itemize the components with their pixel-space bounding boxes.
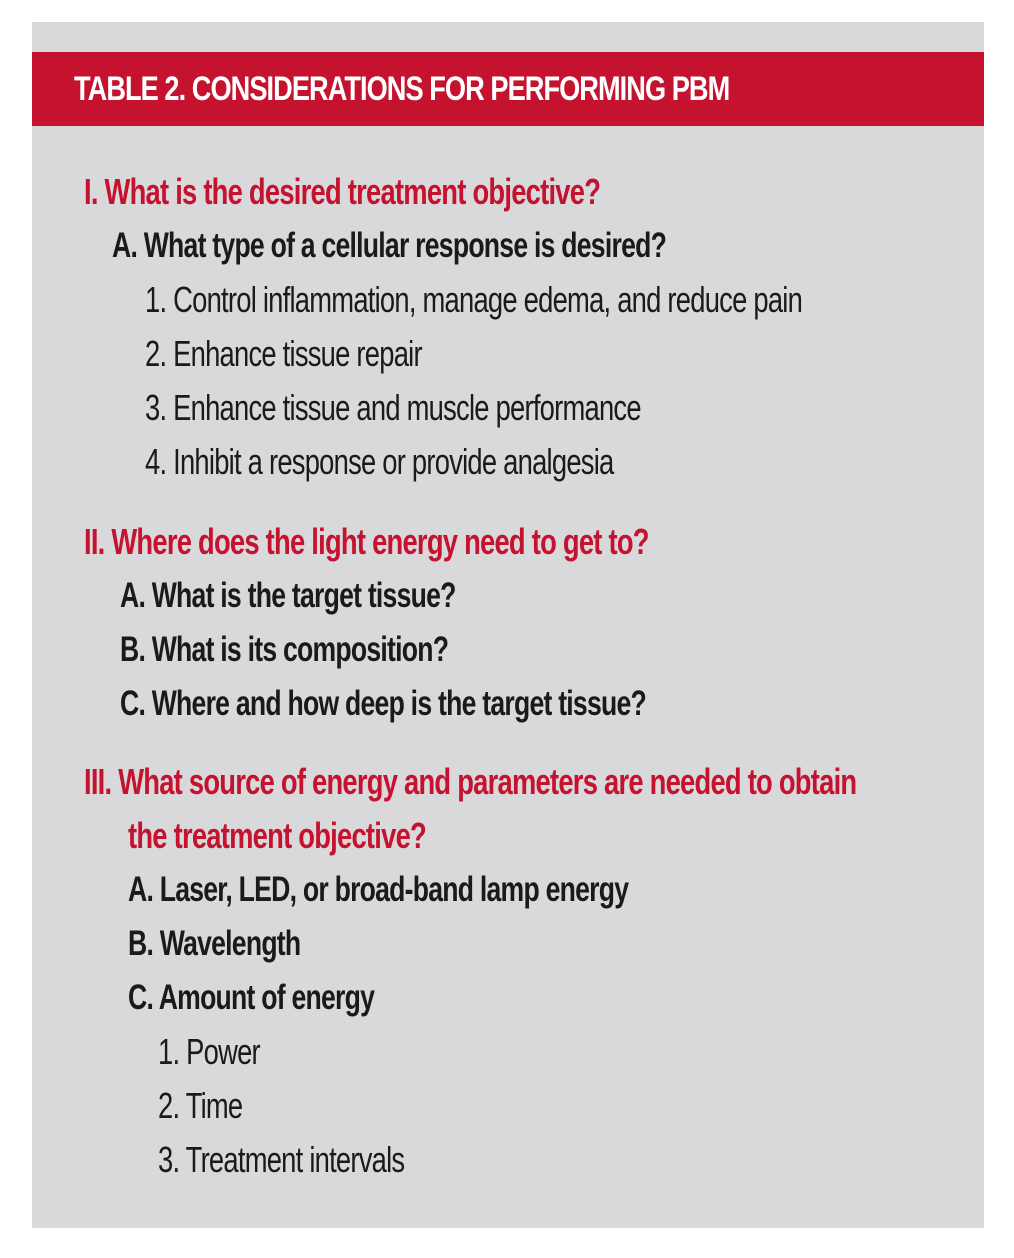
list-item: A. What is the target tissue? <box>120 576 456 615</box>
section-heading-1: I. What is the desired treatment objective? <box>84 171 601 212</box>
list-subitem: 3. Treatment intervals <box>158 1139 405 1180</box>
table-header-bar <box>32 52 984 126</box>
list-item: A. What type of a cellular response is desired? <box>112 226 667 265</box>
list-item: C. Amount of energy <box>128 978 375 1017</box>
list-item: B. Wavelength <box>128 924 301 963</box>
list-subitem: 1. Control inflammation, manage edema, and reduce pain <box>145 279 803 320</box>
section-heading-3: III. What source of energy and parameters are needed to obtain <box>84 761 857 802</box>
section-heading-3-continued: the treatment objective? <box>128 815 426 856</box>
list-subitem: 2. Enhance tissue repair <box>145 333 422 374</box>
list-item: B. What is its composition? <box>120 630 449 669</box>
list-item: C. Where and how deep is the target tissue? <box>120 684 647 723</box>
section-heading-2: II. Where does the light energy need to get to? <box>84 521 649 562</box>
list-subitem: 2. Time <box>158 1085 243 1126</box>
list-subitem: 1. Power <box>158 1031 260 1072</box>
list-subitem: 3. Enhance tissue and muscle performance <box>145 387 641 428</box>
list-subitem: 4. Inhibit a response or provide analgesia <box>145 441 614 482</box>
list-item: A. Laser, LED, or broad-band lamp energy <box>128 870 629 909</box>
table-title: TABLE 2. CONSIDERATIONS FOR PERFORMING PBM <box>74 70 730 108</box>
